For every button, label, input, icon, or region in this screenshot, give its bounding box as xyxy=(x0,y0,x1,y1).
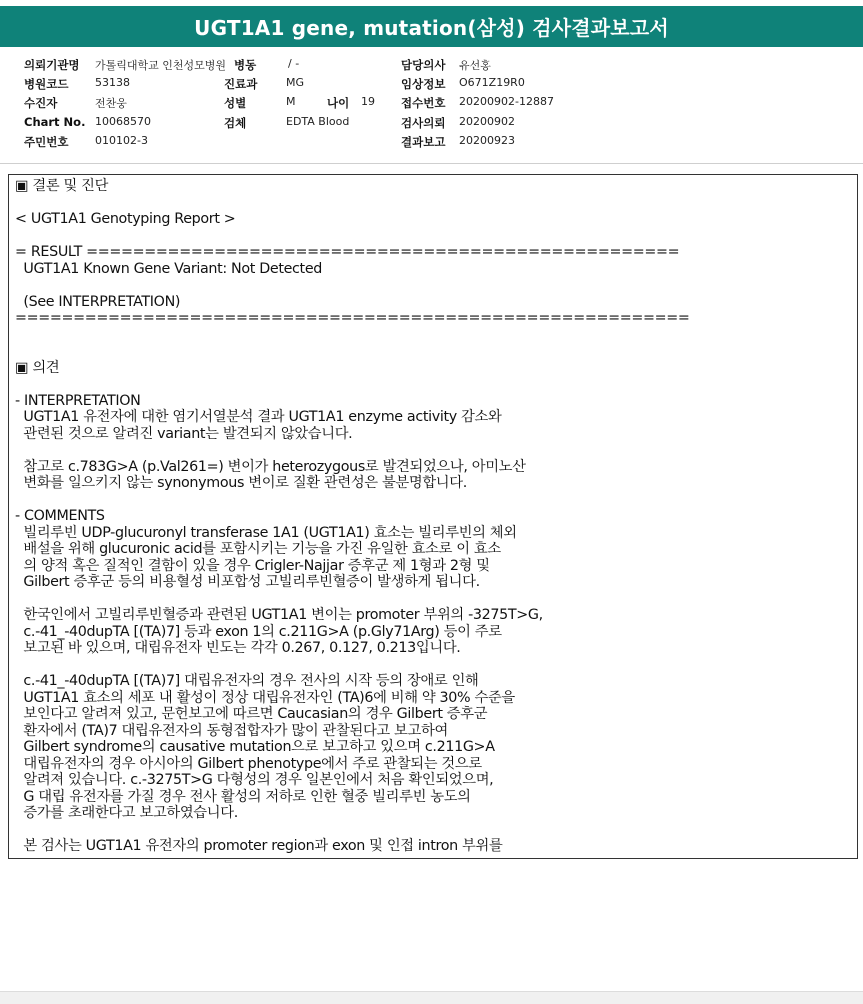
age-label: 나이 xyxy=(327,96,350,110)
content-line: 증가를 초래한다고 보고하였습니다. xyxy=(15,805,238,821)
content-line xyxy=(15,228,855,245)
resident-no-label: 주민번호 xyxy=(24,135,69,149)
request-date-value: 20200902 xyxy=(459,115,515,128)
content-line: 대립유전자의 경우 아시아의 Gilbert phenotype에서 주로 관찰되는 것으로 xyxy=(15,755,482,772)
hospital-code-label: 병원코드 xyxy=(24,77,69,91)
age-value: 19 xyxy=(361,95,375,108)
report-date-label: 결과보고 xyxy=(401,135,446,149)
content-line xyxy=(15,492,855,509)
content-line: c.-41_-40dupTA [(TA)7] 대립유전자의 경우 전사의 시작 등의 장애로 인해 xyxy=(15,673,479,689)
content-line: UGT1A1 Known Gene Variant: Not Detected xyxy=(15,260,322,277)
content-line xyxy=(15,591,855,608)
ward-label: 병동 xyxy=(234,58,257,72)
specimen-label: 검체 xyxy=(224,116,247,130)
content-line: 변화를 일으키지 않는 synonymous 변이로 질환 관련성은 불분명합니다. xyxy=(15,475,467,491)
content-line xyxy=(15,327,855,344)
content-line xyxy=(15,822,855,839)
patient-name-value: 전찬웅 xyxy=(95,97,127,110)
request-date-label: 검사의뢰 xyxy=(401,116,446,130)
content-line: 보인다고 알려져 있고, 문헌보고에 따르면 Caucasian의 경우 Gilbert 증후군 xyxy=(15,706,488,722)
clinical-info-value: O671Z19R0 xyxy=(459,76,525,89)
content-line: 참고로 c.783G>A (p.Val261=) 변이가 heterozygous로 발견되었으나, 아미노산 xyxy=(15,458,526,475)
physician-label: 담당의사 xyxy=(401,58,446,72)
report-content-text xyxy=(15,178,855,855)
chart-no-value: 10068570 xyxy=(95,115,151,128)
content-line xyxy=(15,277,855,294)
content-line: UGT1A1 효소의 세포 내 활성이 정상 대립유전자인 (TA)6에 비해 약 30% 수준을 xyxy=(15,689,515,706)
content-line xyxy=(15,195,855,212)
patient-info-panel xyxy=(0,49,863,164)
content-line: 한국인에서 고빌리루빈혈증과 관련된 UGT1A1 변이는 promoter 부위의 -3275T>G, xyxy=(15,607,543,623)
chart-no-label: Chart No. xyxy=(24,115,86,129)
content-line: 보고된 바 있으며, 대립유전자 빈도는 각각 0.267, 0.127, 0.213입니다. xyxy=(15,640,461,656)
content-line: ========================================================== xyxy=(15,310,690,326)
content-line: Gilbert syndrome의 causative mutation으로 보고하고 있으며 c.211G>A xyxy=(15,739,495,755)
patient-name-label: 수진자 xyxy=(24,96,58,110)
sex-value: M xyxy=(286,95,296,108)
content-line: 관련된 것으로 알려진 variant는 발견되지 않았습니다. xyxy=(15,425,353,442)
content-line: = RESULT =================================================== xyxy=(15,244,680,260)
content-line: 본 검사는 UGT1A1 유전자의 promoter region과 exon 및 인접 intron 부위를 xyxy=(15,838,503,854)
content-line: 환자에서 (TA)7 대립유전자의 동형접합자가 많이 관찰된다고 보고하여 xyxy=(15,722,448,739)
department-value: MG xyxy=(286,76,305,89)
content-line: ▣ 의견 xyxy=(15,359,60,376)
bottom-scroll-area xyxy=(0,991,863,1004)
sex-label: 성별 xyxy=(224,96,247,110)
specimen-value: EDTA Blood xyxy=(286,115,350,128)
department-label: 진료과 xyxy=(224,77,258,91)
content-line: UGT1A1 유전자에 대한 염기서열분석 결과 UGT1A1 enzyme activity 감소와 xyxy=(15,409,502,425)
accession-no-value: 20200902-12887 xyxy=(459,95,554,108)
hospital-code-value: 53138 xyxy=(95,76,130,89)
content-line: 빌리루빈 UDP-glucuronyl transferase 1A1 (UGT1A1) 효소는 빌리루빈의 체외 xyxy=(15,524,517,541)
content-line: - COMMENTS xyxy=(15,508,105,524)
report-title: UGT1A1 gene, mutation(삼성) 검사결과보고서 xyxy=(0,6,863,47)
content-line: - INTERPRETATION xyxy=(15,392,141,409)
institution-label: 의뢰기관명 xyxy=(24,58,80,72)
physician-value: 유선홍 xyxy=(459,59,491,72)
content-line: 의 양적 혹은 질적인 결함이 있을 경우 Crigler-Najjar 증후군 제 1형과 2형 및 xyxy=(15,557,490,574)
content-line xyxy=(15,442,855,459)
institution-value: 가톨릭대학교 인천성모병원 xyxy=(95,59,227,72)
resident-no-value: 010102-3 xyxy=(95,134,148,147)
content-line: ▣ 결론 및 진단 xyxy=(15,178,109,194)
content-line: (See INTERPRETATION) xyxy=(15,293,181,310)
content-line xyxy=(15,343,855,360)
accession-no-label: 접수번호 xyxy=(401,96,446,110)
content-line: c.-41_-40dupTA [(TA)7] 등과 exon 1의 c.211G>A (p.Gly71Arg) 등이 주로 xyxy=(15,623,502,640)
content-line xyxy=(15,657,855,674)
content-line: < UGT1A1 Genotyping Report > xyxy=(15,211,236,227)
ward-value: / - xyxy=(288,57,300,70)
report-content-box[interactable] xyxy=(8,174,858,859)
content-line: G 대립 유전자를 가질 경우 전사 활성의 저하로 인한 혈중 빌리루빈 농도의 xyxy=(15,788,471,805)
clinical-info-label: 임상정보 xyxy=(401,77,446,91)
content-line: Gilbert 증후군 등의 비용혈성 비포합성 고빌리루빈혈증이 발생하게 됩니다. xyxy=(15,574,480,590)
report-date-value: 20200923 xyxy=(459,134,515,147)
content-line: 알려져 있습니다. c.-3275T>G 다형성의 경우 일본인에서 처음 확인되었으며, xyxy=(15,772,494,788)
content-line xyxy=(15,376,855,393)
content-line: 배설을 위해 glucuronic acid를 포함시키는 기능을 가진 유일한 효소로 이 효소 xyxy=(15,541,501,557)
